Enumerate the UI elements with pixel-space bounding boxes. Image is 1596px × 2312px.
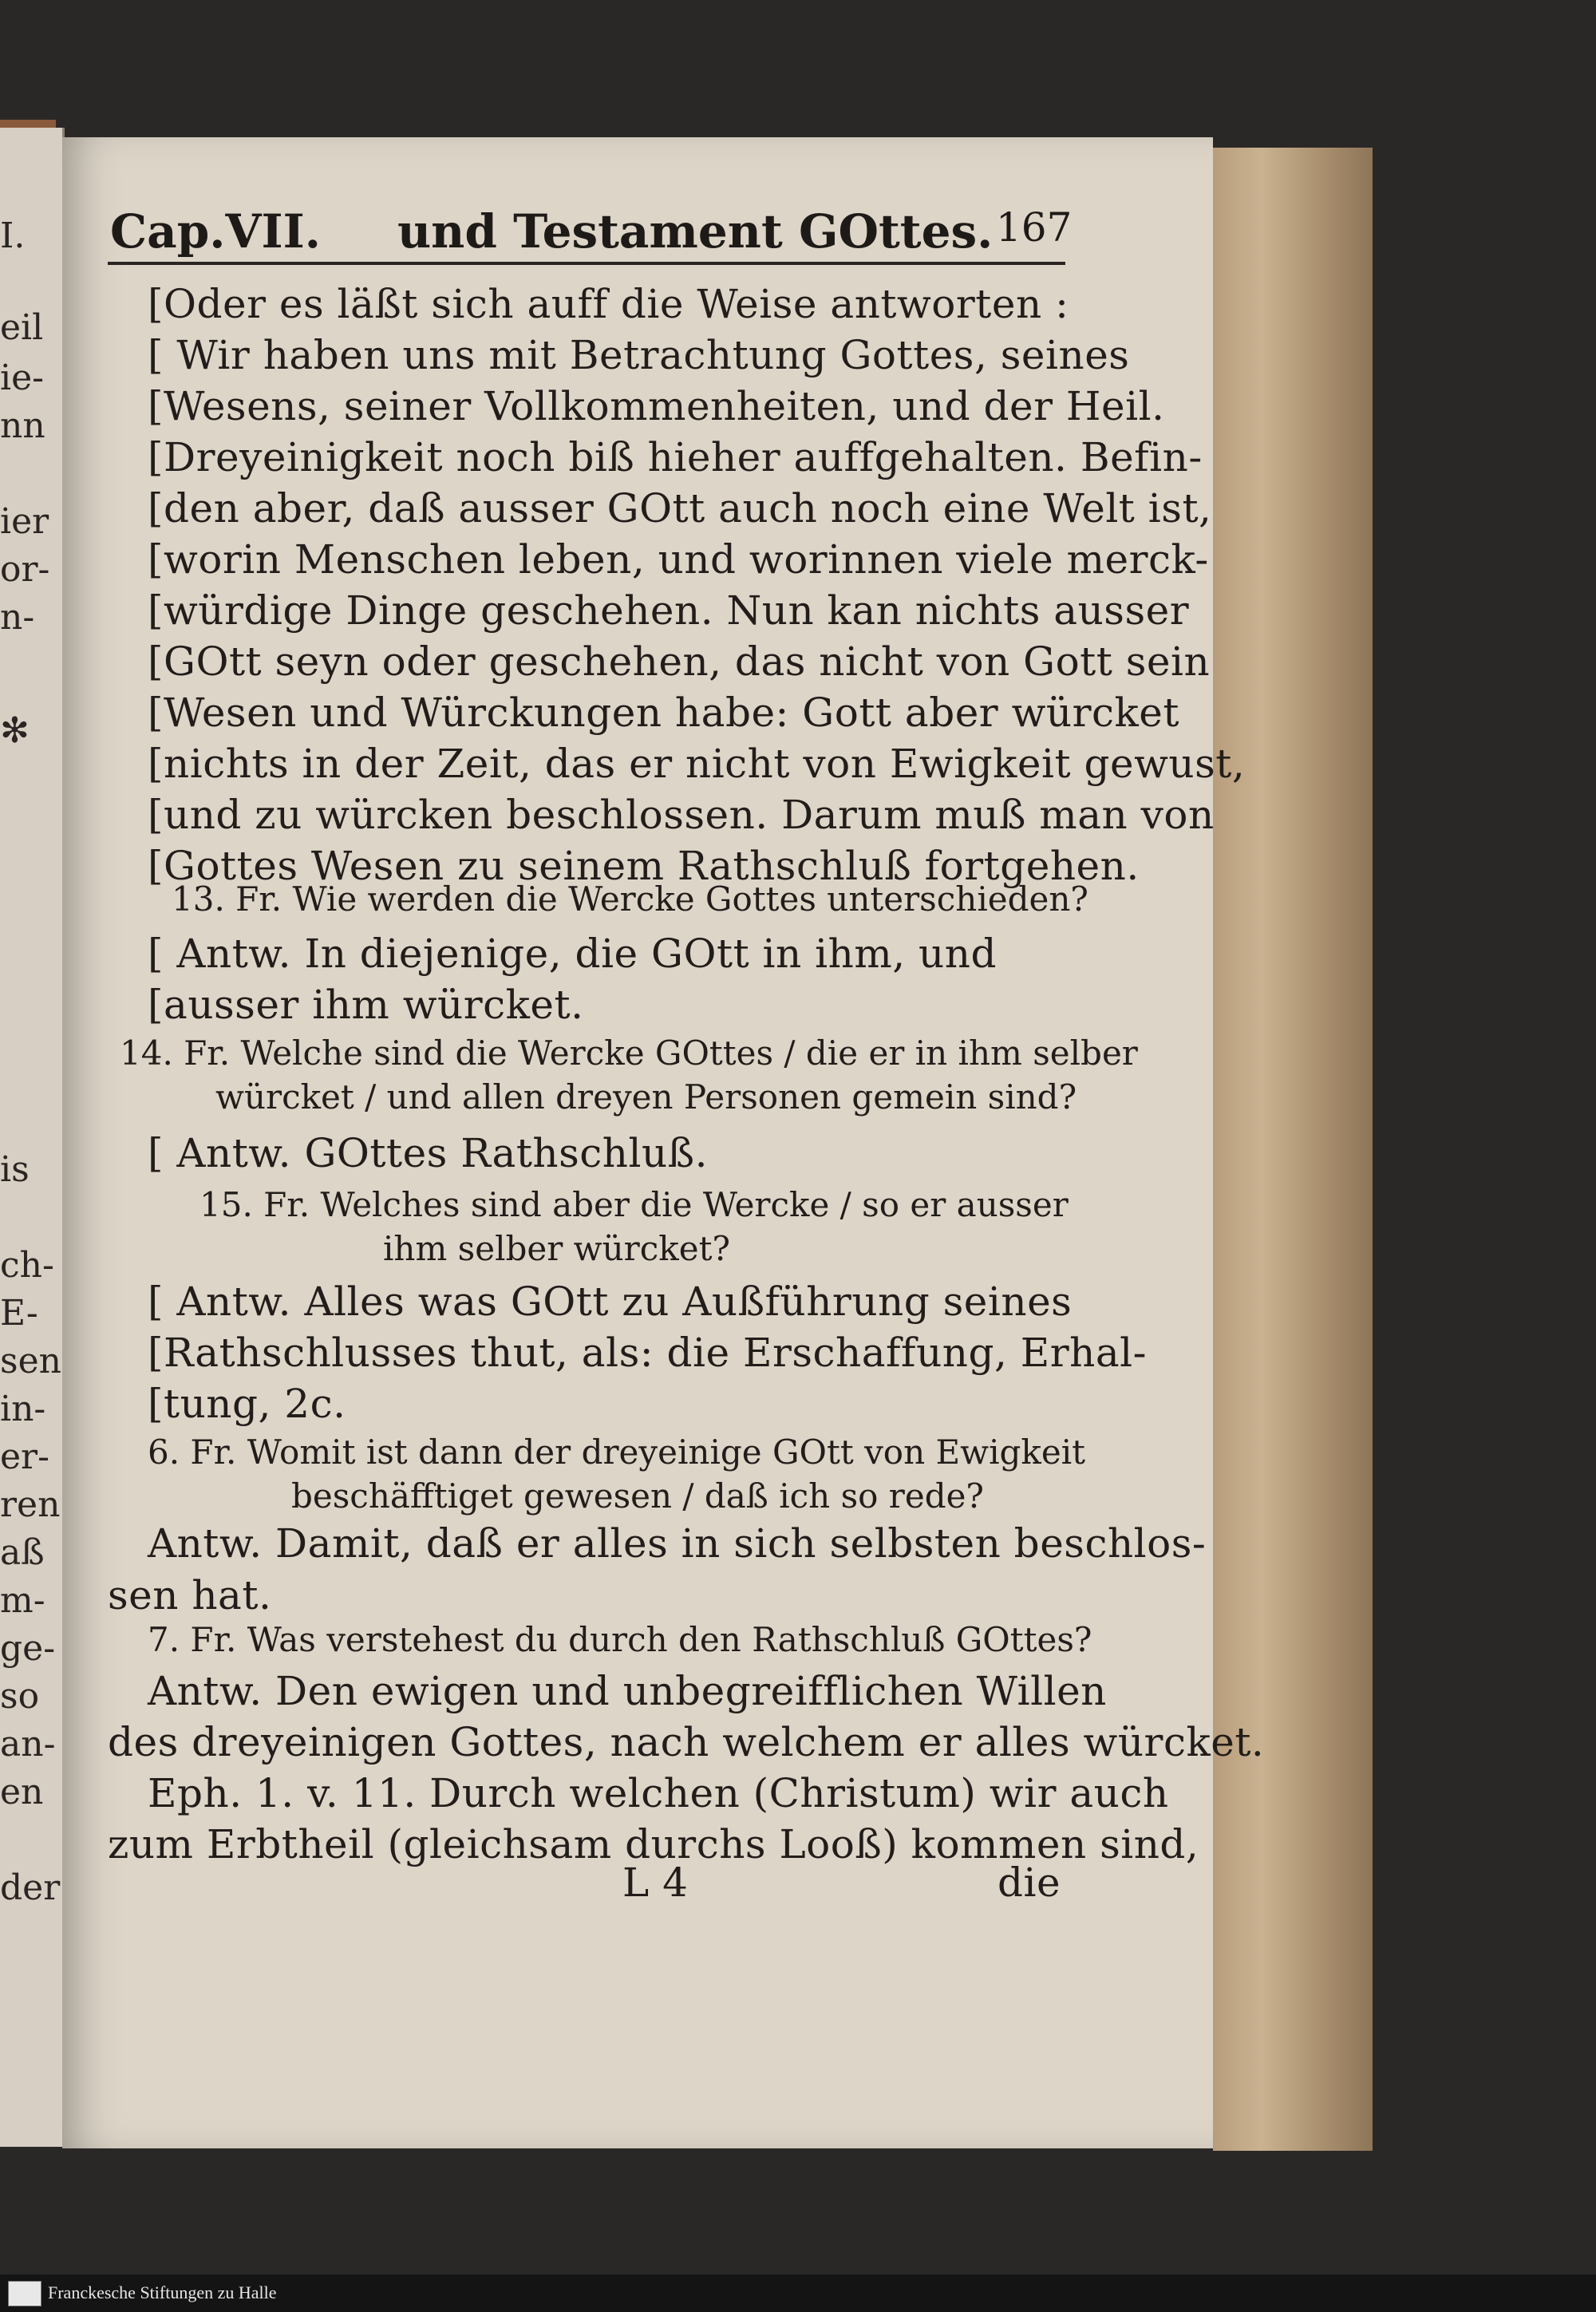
text-line: [Wesens, seiner Vollkommenheiten, und der Heil. — [148, 383, 1165, 429]
left-fragment: in- — [0, 1389, 46, 1429]
answer-line: [tung, 2c. — [148, 1381, 346, 1427]
left-fragment: aß — [0, 1532, 45, 1573]
question-line: beschäfftiget gewesen / daß ich so rede? — [291, 1476, 984, 1516]
signature-mark: L 4 — [622, 1859, 689, 1906]
left-fragment: an- — [0, 1724, 56, 1765]
answer-line: [ Antw. Alles was GOtt zu Außführung seines — [148, 1279, 1073, 1325]
left-fragment: ge- — [0, 1628, 56, 1669]
question-line: 6. Fr. Womit ist dann der dreyeinige GOtt von Ewigkeit — [148, 1433, 1086, 1472]
text-line: [ Wir haben uns mit Betrachtung Gottes, seines — [148, 332, 1130, 378]
catchword: die — [998, 1859, 1061, 1906]
left-fragment: E- — [0, 1293, 38, 1334]
header-title: und Testament GOttes. — [397, 204, 994, 259]
answer-line: Antw. Damit, daß er alles in sich selbsten beschlos- — [148, 1520, 1207, 1567]
left-fragment: n- — [0, 597, 35, 638]
text-line: [GOtt seyn oder geschehen, das nicht von Gott sein — [148, 638, 1211, 685]
left-fragment: or- — [0, 549, 50, 590]
left-fragment: der — [0, 1867, 61, 1908]
page-number: 167 — [996, 204, 1073, 251]
text-line: [nichts in der Zeit, das er nicht von Ewigkeit gewust, — [148, 741, 1246, 787]
left-fragment: nn — [0, 405, 45, 446]
text-line: [Oder es läßt sich auff die Weise antworten : — [148, 281, 1069, 327]
text-line: [und zu würcken beschlossen. Darum muß man von — [148, 792, 1215, 838]
question-line: 13. Fr. Wie werden die Wercke Gottes unterschieden? — [172, 879, 1088, 919]
answer-line: sen hat. — [108, 1572, 272, 1618]
answer-line: zum Erbtheil (gleichsam durchs Looß) kommen sind, — [108, 1821, 1199, 1867]
left-fragment: is — [0, 1149, 30, 1190]
answer-line: [ Antw. In diejenige, die GOtt in ihm, und — [148, 931, 997, 977]
answer-line: Eph. 1. v. 11. Durch welchen (Christum) wir auch — [148, 1770, 1169, 1816]
text-line: [worin Menschen leben, und worinnen viele merck- — [148, 536, 1209, 583]
text-line: [würdige Dinge geschehen. Nun kan nichts ausser — [148, 587, 1190, 634]
ornament-icon: ✻ — [0, 710, 30, 751]
answer-line: des dreyeinigen Gottes, nach welchem er alles würcket. — [108, 1719, 1265, 1765]
question-line: würcket / und allen dreyen Personen gemein sind? — [215, 1077, 1077, 1116]
left-fragment: ch- — [0, 1245, 54, 1286]
answer-line: [Rathschlusses thut, als: die Erschaffung, Erhal- — [148, 1330, 1148, 1376]
question-line: 14. Fr. Welche sind die Wercke GOttes / die er in ihm selber — [120, 1033, 1138, 1073]
question-line: 7. Fr. Was verstehest du durch den Rathschluß GOttes? — [148, 1620, 1092, 1659]
left-fragment: en — [0, 1772, 44, 1812]
text-line: [den aber, daß ausser GOtt auch noch eine Welt ist, — [148, 485, 1212, 532]
institution-logo-icon — [8, 2281, 41, 2306]
left-fragment: so — [0, 1676, 40, 1717]
left-fragment: m- — [0, 1580, 45, 1621]
running-header — [110, 204, 1073, 268]
answer-line: [ausser ihm würcket. — [148, 982, 584, 1028]
text-line: [Gottes Wesen zu seinem Rathschluß fortgehen. — [148, 843, 1140, 889]
footer-credit: Franckesche Stiftungen zu Halle — [48, 2282, 277, 2302]
left-fragment: ier — [0, 501, 49, 542]
text-line: [Dreyeinigkeit noch biß hieher auffgehalten. Befin- — [148, 434, 1203, 480]
left-fragment: sen — [0, 1341, 61, 1381]
page-edge — [1213, 148, 1373, 2151]
answer-line: Antw. Den ewigen und unbegreifflichen Willen — [148, 1668, 1107, 1714]
left-fragment: I. — [0, 215, 26, 256]
question-line: ihm selber würcket? — [383, 1229, 730, 1268]
question-line: 15. Fr. Welches sind aber die Wercke / so er ausser — [200, 1185, 1069, 1224]
chapter-label: Cap.VII. — [110, 204, 321, 259]
header-rule — [108, 262, 1065, 265]
left-fragment: er- — [0, 1437, 49, 1477]
answer-line: [ Antw. GOttes Rathschluß. — [148, 1130, 708, 1176]
left-fragment: eil — [0, 307, 44, 348]
text-line: [Wesen und Würckungen habe: Gott aber würcket — [148, 690, 1179, 736]
left-fragment: ren — [0, 1484, 61, 1525]
left-fragment: ie- — [0, 358, 44, 398]
